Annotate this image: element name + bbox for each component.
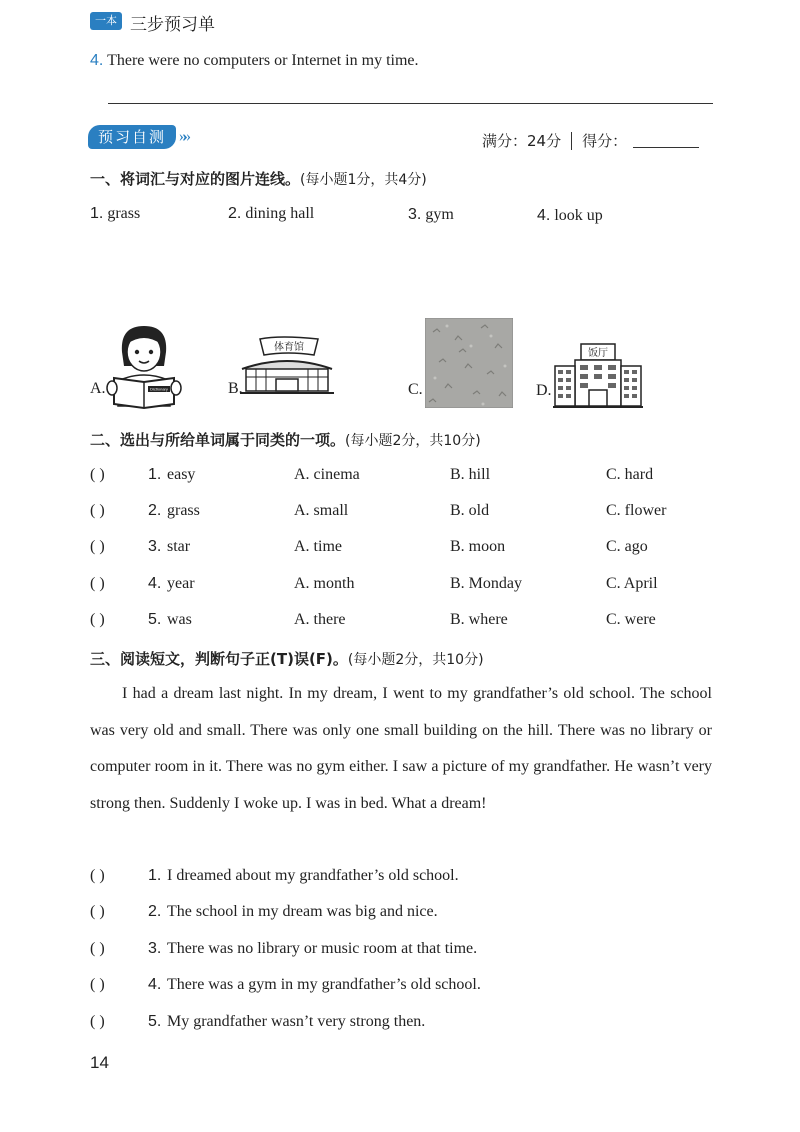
item-number: 4.: [148, 575, 162, 592]
item-word: grass: [167, 502, 200, 519]
option-b: B. moon: [450, 538, 506, 555]
word-number: 3.: [408, 206, 422, 223]
book-title: Dictionary: [150, 386, 168, 392]
picture-a-label: A.: [90, 380, 106, 397]
answer-blank[interactable]: ( ): [90, 1013, 105, 1030]
statement-text: My grandfather wasn’t very strong then.: [167, 1013, 426, 1030]
statement-text: There was no library or music room at that time.: [167, 940, 478, 957]
section3-title: [90, 648, 484, 669]
answer-blank[interactable]: ( ): [90, 903, 105, 920]
page-number: 14: [90, 1053, 109, 1072]
match-word-3[interactable]: [408, 206, 454, 224]
match-word-1[interactable]: [90, 205, 140, 223]
section3-note: (每小题2分，共10分): [347, 652, 484, 668]
word-text: gym: [425, 206, 454, 223]
word-text: look up: [554, 207, 603, 224]
word-text: dining hall: [245, 205, 315, 222]
section2-title-text: 二、选出与所给单词属于同类的一项。: [90, 431, 346, 449]
score-box: [482, 130, 699, 151]
option-c: C. April: [606, 575, 658, 592]
word-number: 4.: [537, 207, 551, 224]
item-number: 2.: [148, 502, 162, 519]
dining-hall-sign: 饭厅: [588, 348, 608, 359]
option-a: A. month: [294, 575, 355, 592]
option-b: B. old: [450, 502, 490, 519]
option-a: A. there: [294, 611, 346, 628]
item-number: 1.: [148, 867, 162, 884]
picture-d-label: D.: [536, 382, 552, 399]
option-b: B. hill: [450, 466, 491, 483]
answer-blank[interactable]: ( ): [90, 466, 105, 483]
intro-sentence: [90, 52, 419, 70]
score-divider: [571, 132, 572, 150]
dining-hall-icon[interactable]: [553, 340, 643, 410]
option-a: A. cinema: [294, 466, 360, 483]
item-word: year: [167, 575, 195, 592]
chevron-right-icon: »»: [179, 128, 188, 145]
full-score-label: 满分：24分: [482, 132, 562, 150]
section1-note: (每小题1分，共4分): [300, 172, 427, 188]
gym-sign: 体育馆: [274, 342, 304, 353]
item-number: 2.: [148, 903, 162, 920]
item-word: easy: [167, 466, 196, 483]
statement-text: I dreamed about my grandfather’s old school.: [167, 867, 459, 884]
intro-text: There were no computers or Internet in my time.: [107, 52, 419, 69]
option-c: C. hard: [606, 466, 654, 483]
picture-b-label: B.: [228, 380, 243, 397]
item-number: 5.: [148, 1013, 162, 1030]
answer-line[interactable]: [108, 103, 713, 104]
match-word-4[interactable]: [537, 207, 603, 225]
section-banner: [88, 124, 187, 150]
option-c: C. ago: [606, 538, 648, 555]
item-number: 3.: [148, 538, 162, 555]
item-number: 3.: [148, 940, 162, 957]
match-word-2[interactable]: [228, 205, 314, 223]
option-c: C. were: [606, 611, 656, 628]
word-number: 2.: [228, 205, 242, 222]
section2-note: (每小题2分，共10分): [345, 433, 481, 449]
item-number: 5.: [148, 611, 162, 628]
got-score-label: 得分：: [582, 132, 628, 150]
item-word: was: [167, 611, 192, 628]
word-text: grass: [107, 205, 141, 222]
grass-photo[interactable]: [425, 318, 513, 408]
section2-title: [90, 429, 481, 450]
item-word: star: [167, 538, 191, 555]
option-b: B. where: [450, 611, 508, 628]
item-number: 4.: [148, 976, 162, 993]
intro-number: 4.: [90, 52, 104, 69]
option-b: B. Monday: [450, 575, 522, 592]
section1-title: [90, 168, 427, 189]
word-number: 1.: [90, 205, 104, 222]
answer-blank[interactable]: ( ): [90, 538, 105, 555]
girl-reading-icon[interactable]: [104, 322, 184, 410]
score-blank[interactable]: [633, 133, 699, 148]
section3-title-text: 三、阅读短文，判断句子正(T)误(F)。: [90, 650, 348, 668]
option-a: A. small: [294, 502, 349, 519]
answer-blank[interactable]: ( ): [90, 940, 105, 957]
answer-blank[interactable]: ( ): [90, 611, 105, 628]
option-c: C. flower: [606, 502, 667, 519]
answer-blank[interactable]: ( ): [90, 867, 105, 884]
section1-title-text: 一、将词汇与对应的图片连线。: [90, 170, 301, 188]
picture-c-label: C.: [408, 381, 423, 398]
answer-blank[interactable]: ( ): [90, 575, 105, 592]
gym-building-icon[interactable]: [240, 335, 334, 395]
reading-passage: I had a dream last night. In my dream, I went to my grandfather’s old school. The school was very old and small. There was only one small building on the hill. There was no library or computer room in it. There was no gym either. I saw a picture of my grandfather. He wasn’t very strong then. Suddenly I woke up. I was in bed. What a dream!: [90, 685, 712, 812]
brand-logo: 一本: [90, 12, 122, 30]
answer-blank[interactable]: ( ): [90, 976, 105, 993]
banner-label: 预习自测: [88, 125, 176, 149]
header-title: 三步预习单: [130, 15, 215, 35]
item-number: 1.: [148, 466, 162, 483]
option-a: A. time: [294, 538, 342, 555]
statement-text: The school in my dream was big and nice.: [167, 903, 438, 920]
statement-text: There was a gym in my grandfather’s old school.: [167, 976, 481, 993]
answer-blank[interactable]: ( ): [90, 502, 105, 519]
